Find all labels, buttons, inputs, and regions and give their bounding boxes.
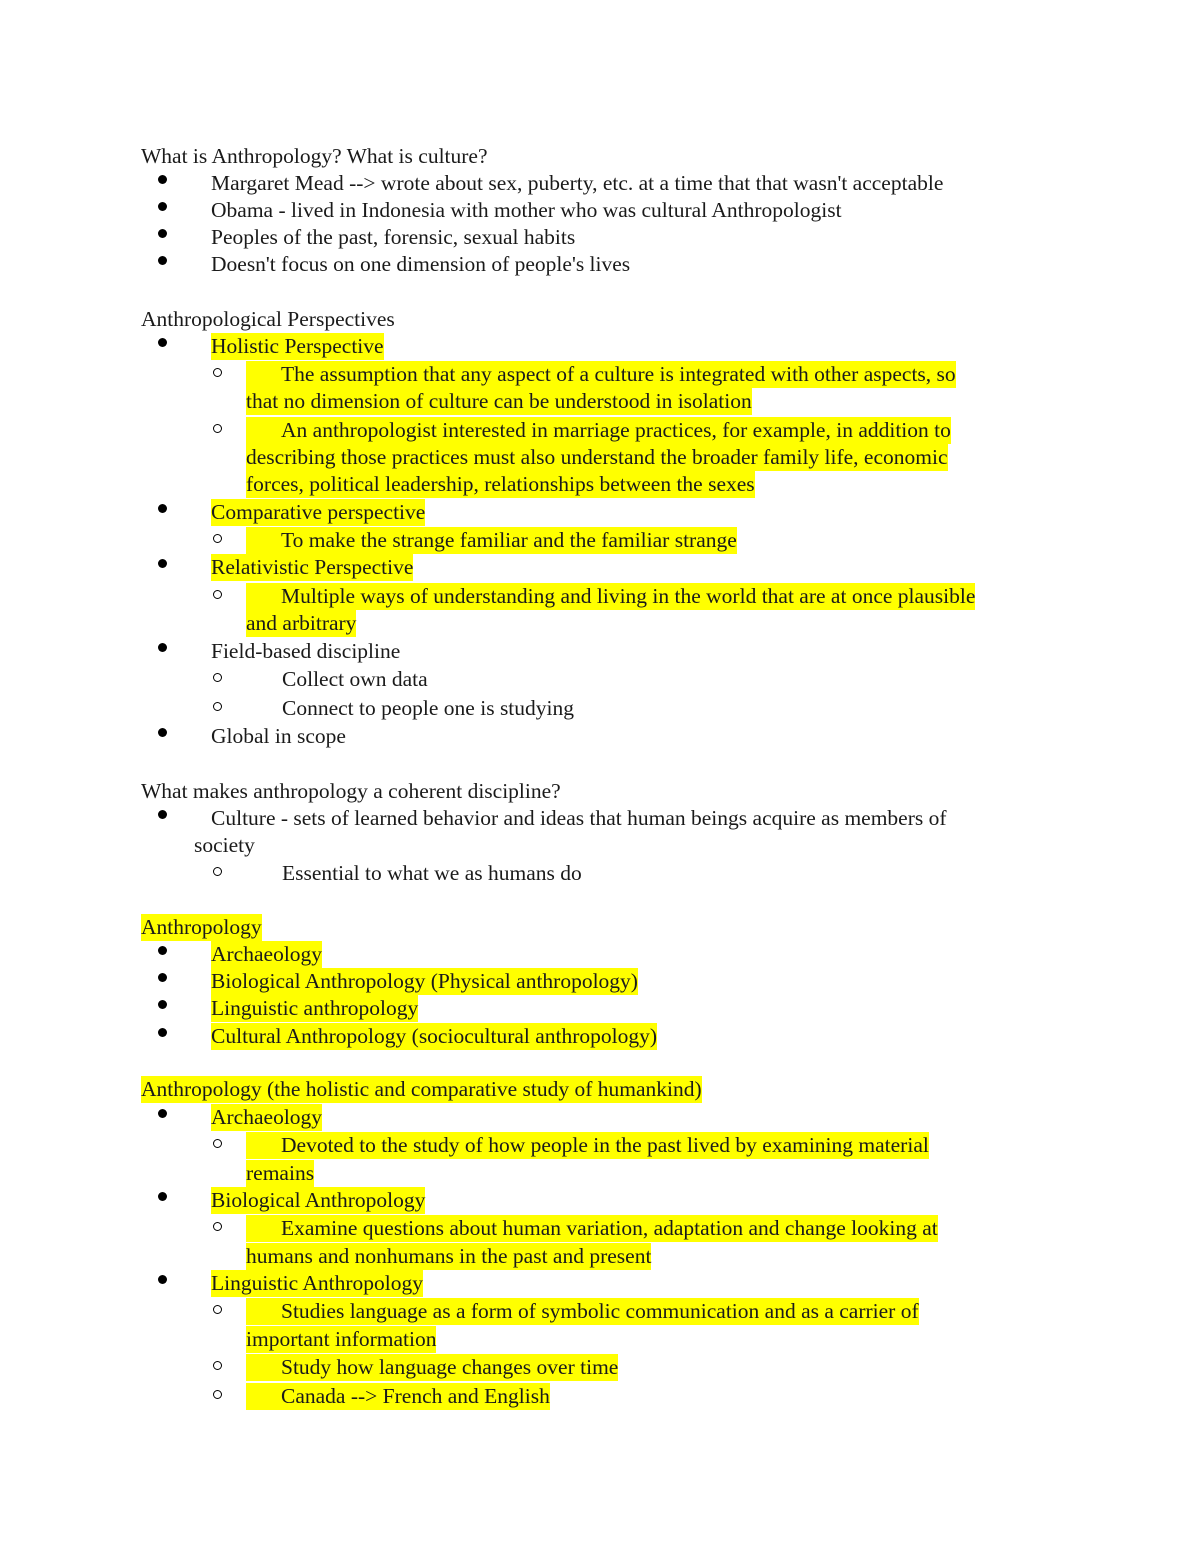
bullet-icon — [158, 1275, 167, 1284]
list-item: Peoples of the past, forensic, sexual habits — [211, 225, 576, 249]
circle-bullet-icon — [213, 1305, 222, 1314]
bullet-icon — [158, 504, 167, 513]
sub-item: Connect to people one is studying — [282, 696, 575, 720]
circle-bullet-icon — [213, 590, 222, 599]
sub-item: Essential to what we as humans do — [282, 861, 582, 885]
sub-item-continuation: and arbitrary — [246, 611, 357, 635]
list-item-continuation: society — [194, 833, 255, 857]
circle-bullet-icon — [213, 1361, 222, 1370]
bullet-icon — [158, 1109, 167, 1118]
circle-bullet-icon — [213, 1390, 222, 1399]
sub-item: The assumption that any aspect of a culture is integrated with other aspects, so — [246, 361, 956, 388]
bullet-icon — [158, 229, 167, 238]
list-item: Global in scope — [211, 724, 346, 748]
bullet-icon — [158, 643, 167, 652]
circle-bullet-icon — [213, 1222, 222, 1231]
section-heading: What makes anthropology a coherent discipline? — [141, 779, 561, 803]
list-item: Linguistic Anthropology — [211, 1271, 424, 1295]
circle-bullet-icon — [213, 368, 222, 377]
bullet-icon — [158, 1028, 167, 1037]
section-heading: Anthropological Perspectives — [141, 307, 395, 331]
section-heading: Anthropology — [141, 915, 262, 939]
bullet-icon — [158, 728, 167, 737]
circle-bullet-icon — [213, 867, 222, 876]
section-heading: Anthropology (the holistic and comparative study of humankind) — [141, 1077, 702, 1101]
sub-item-continuation: that no dimension of culture can be understood in isolation — [246, 389, 752, 413]
bullet-icon — [158, 175, 167, 184]
list-item: Holistic Perspective — [211, 334, 384, 358]
sub-item: Canada --> French and English — [246, 1383, 550, 1410]
sub-item: Examine questions about human variation, adaptation and change looking at — [246, 1215, 938, 1242]
bullet-icon — [158, 973, 167, 982]
list-item: Biological Anthropology (Physical anthropology) — [211, 969, 638, 993]
sub-item: To make the strange familiar and the familiar strange — [246, 527, 737, 554]
list-item: Cultural Anthropology (sociocultural anthropology) — [211, 1024, 658, 1048]
list-item: Doesn't focus on one dimension of people's lives — [211, 252, 631, 276]
bullet-icon — [158, 1000, 167, 1009]
list-item: Margaret Mead --> wrote about sex, puberty, etc. at a time that that wasn't acceptable — [211, 171, 944, 195]
circle-bullet-icon — [213, 534, 222, 543]
circle-bullet-icon — [213, 702, 222, 711]
list-item: Field-based discipline — [211, 639, 401, 663]
bullet-icon — [158, 559, 167, 568]
list-item: Relativistic Perspective — [211, 555, 414, 579]
sub-item: Multiple ways of understanding and living in the world that are at once plausible — [246, 583, 975, 610]
list-item: Obama - lived in Indonesia with mother who was cultural Anthropologist — [211, 198, 842, 222]
list-item: Comparative perspective — [211, 500, 426, 524]
sub-item-continuation: humans and nonhumans in the past and present — [246, 1244, 652, 1268]
sub-item-continuation: describing those practices must also understand the broader family life, economic — [246, 445, 948, 469]
list-item: Archaeology — [211, 942, 323, 966]
sub-item: An anthropologist interested in marriage practices, for example, in addition to — [246, 417, 951, 444]
circle-bullet-icon — [213, 673, 222, 682]
sub-item-continuation: important information — [246, 1327, 437, 1351]
bullet-icon — [158, 810, 167, 819]
bullet-icon — [158, 256, 167, 265]
circle-bullet-icon — [213, 424, 222, 433]
bullet-icon — [158, 202, 167, 211]
list-item: Archaeology — [211, 1105, 323, 1129]
section-heading: What is Anthropology? What is culture? — [141, 144, 488, 168]
sub-item: Studies language as a form of symbolic communication and as a carrier of — [246, 1298, 919, 1325]
circle-bullet-icon — [213, 1139, 222, 1148]
sub-item-continuation: remains — [246, 1161, 315, 1185]
bullet-icon — [158, 1192, 167, 1201]
sub-item: Devoted to the study of how people in the past lived by examining material — [246, 1132, 929, 1159]
sub-item-continuation: forces, political leadership, relationships between the sexes — [246, 472, 755, 496]
bullet-icon — [158, 338, 167, 347]
list-item: Culture - sets of learned behavior and ideas that human beings acquire as members of — [211, 806, 947, 830]
sub-item: Study how language changes over time — [246, 1354, 618, 1381]
list-item: Biological Anthropology — [211, 1188, 426, 1212]
bullet-icon — [158, 946, 167, 955]
list-item: Linguistic anthropology — [211, 996, 419, 1020]
sub-item: Collect own data — [282, 667, 428, 691]
